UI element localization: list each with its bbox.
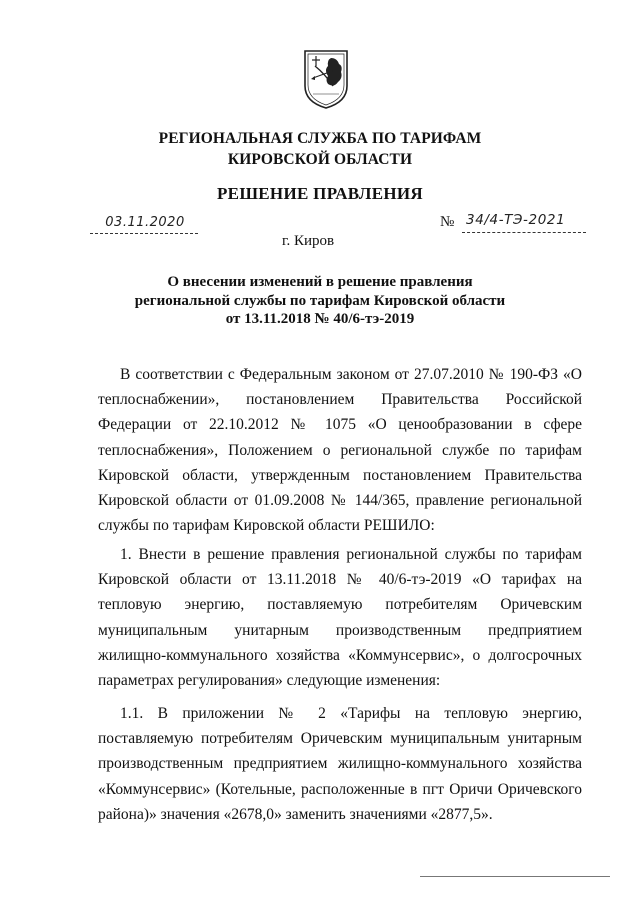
number-underline [462,232,586,233]
clause-1-1-paragraph: 1.1. В приложении № 2 «Тарифы на тепловую энергию, поставляемую потребителям Оричевским муниципальным унитарным производственным предприятием жилищно-коммунального хозяйства «Коммунсервис» (Котельные, расположенные в пгт Оричи Оричевского района)» значения «2678,0» заменить значениями «2877,5». [98,705,582,823]
kirov-coat-of-arms-icon [301,48,351,110]
subject-line2: региональной службы по тарифам Кировской области [134,292,506,309]
date-underline [90,233,198,234]
agency-name [0,128,640,170]
agency-name-line1: РЕГИОНАЛЬНАЯ СЛУЖБА ПО ТАРИФАМ [158,130,482,147]
subject-line1: О внесении изменений в решение правления [167,274,473,290]
agency-name-line2: КИРОВСКОЙ ОБЛАСТИ [227,151,413,168]
decision-number: 34/4-ТЭ-2021 [466,212,566,228]
clause-1-paragraph: 1. Внести в решение правления региональной службы по тарифам Кировской области от 13.11.2018 № 40/6-тэ-2019 «О тарифах на тепловую энергию, поставляемую потребителям Оричевским муниципальным унитарным производственным предприятием жилищно-коммунального хозяйства «Коммунсервис», о долгосрочных параметрах регулирования» следующие изменения: [98,546,582,690]
decision-subject [0,273,640,329]
footer-rule [420,876,610,877]
city: г. Киров [282,233,335,249]
decision-date: 03.11.2020 [105,215,185,230]
decision-title: РЕШЕНИЕ ПРАВЛЕНИЯ [217,184,423,203]
preamble-paragraph: В соответствии с Федеральным законом от 27.07.2010 № 190-ФЗ «О теплоснабжении», постановлением Правительства Российской Федерации от 22.10.2012 № 1075 «О ценообразовании в сфере теплоснабжения», Положением о региональной службе по тарифам Кировской области, утвержденным постановлением Правительства Кировской области от 01.09.2008 № 144/365, правление региональной службы по тарифам Кировской области РЕШИЛО: [98,366,582,535]
subject-line3: от 13.11.2018 № 40/6-тэ-2019 [225,311,415,327]
number-sign: № [440,214,455,230]
